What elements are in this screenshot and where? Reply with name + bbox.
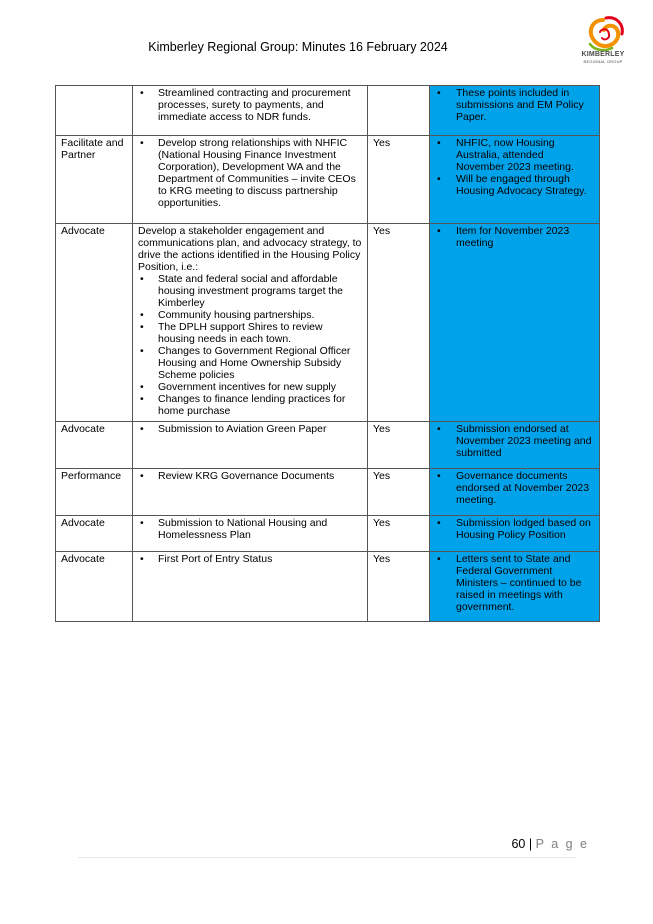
role-cell: Facilitate and Partner — [56, 136, 133, 224]
action-cell — [133, 469, 368, 516]
list-item: • Will be engaged through Housing Advocacy Strategy. — [435, 173, 594, 197]
comment-cell — [430, 422, 600, 469]
list-item: • These points included in submissions and EM Policy Paper. — [435, 87, 594, 123]
action-list — [138, 553, 362, 565]
status-cell: Yes — [368, 422, 430, 469]
action-cell — [133, 552, 368, 622]
logo-subtitle: REGIONAL GROUP — [583, 59, 623, 64]
page-label: P a g e — [535, 837, 589, 851]
list-item: • First Port of Entry Status — [138, 553, 362, 565]
action-cell — [133, 224, 368, 422]
action-intro: Develop a stakeholder engagement and communications plan, and advocacy strategy, to drive the actions identified in the Housing Policy Position, i.e.: — [138, 225, 362, 273]
action-list — [138, 273, 362, 417]
list-item: • Changes to Government Regional Officer Housing and Home Ownership Subsidy Scheme policies — [138, 345, 362, 381]
role-cell — [56, 86, 133, 136]
comment-cell — [430, 469, 600, 516]
comment-cell — [430, 224, 600, 422]
status-cell — [368, 86, 430, 136]
list-item: • Streamlined contracting and procurement processes, surety to payments, and immediate access to NDR funds. — [138, 87, 362, 123]
footer-divider — [78, 857, 576, 858]
comment-cell — [430, 86, 600, 136]
action-cell — [133, 136, 368, 224]
action-cell — [133, 86, 368, 136]
action-list — [138, 517, 362, 541]
action-cell — [133, 422, 368, 469]
page-footer — [511, 837, 589, 851]
action-list — [138, 87, 362, 123]
list-item: • Governance documents endorsed at November 2023 meeting. — [435, 470, 594, 506]
list-item: • Changes to finance lending practices for home purchase — [138, 393, 362, 417]
table-row — [56, 86, 600, 136]
role-cell: Performance — [56, 469, 133, 516]
role-cell: Advocate — [56, 552, 133, 622]
page-separator: | — [528, 837, 533, 851]
list-item: • Government incentives for new supply — [138, 381, 362, 393]
table-row — [56, 552, 600, 622]
action-cell — [133, 516, 368, 552]
list-item: • State and federal social and affordable housing investment programs target the Kimberley — [138, 273, 362, 309]
list-item: • Letters sent to State and Federal Government Ministers – continued to be raised in meetings with government. — [435, 553, 594, 613]
list-item: • NHFIC, now Housing Australia, attended November 2023 meeting. — [435, 137, 594, 173]
kimberley-swirl-icon — [576, 14, 630, 54]
list-item: • Community housing partnerships. — [138, 309, 362, 321]
table-row — [56, 136, 600, 224]
document-header-title: Kimberley Regional Group: Minutes 16 February 2024 — [148, 40, 448, 54]
actions-table — [55, 85, 600, 622]
table-row — [56, 422, 600, 469]
role-cell: Advocate — [56, 516, 133, 552]
comment-list — [435, 87, 594, 123]
comment-list — [435, 225, 594, 249]
action-list — [138, 423, 362, 435]
list-item: • Develop strong relationships with NHFIC (National Housing Finance Investment Corporation), Development WA and the Department of Communities – invite CEOs to KRG meeting to discuss partnership opportunities. — [138, 137, 362, 209]
list-item: • Review KRG Governance Documents — [138, 470, 362, 482]
action-list — [138, 470, 362, 482]
status-cell: Yes — [368, 516, 430, 552]
list-item: • The DPLH support Shires to review housing needs in each town. — [138, 321, 362, 345]
status-cell: Yes — [368, 469, 430, 516]
list-item: • Submission to Aviation Green Paper — [138, 423, 362, 435]
status-cell: Yes — [368, 552, 430, 622]
comment-cell — [430, 552, 600, 622]
comment-list — [435, 423, 594, 459]
comment-cell — [430, 516, 600, 552]
status-cell: Yes — [368, 136, 430, 224]
action-list — [138, 137, 362, 209]
list-item: • Submission to National Housing and Homelessness Plan — [138, 517, 362, 541]
logo-wordmark: KIMBERLEY — [581, 51, 625, 58]
page-number: 60 — [511, 837, 526, 851]
list-item: • Submission endorsed at November 2023 meeting and submitted — [435, 423, 594, 459]
role-cell: Advocate — [56, 224, 133, 422]
comment-list — [435, 137, 594, 197]
list-item: • Submission lodged based on Housing Policy Position — [435, 517, 594, 541]
table-row — [56, 224, 600, 422]
table-row — [56, 516, 600, 552]
comment-list — [435, 517, 594, 541]
role-cell: Advocate — [56, 422, 133, 469]
comment-list — [435, 553, 594, 613]
comment-cell — [430, 136, 600, 224]
table-row — [56, 469, 600, 516]
list-item: • Item for November 2023 meeting — [435, 225, 594, 249]
status-cell: Yes — [368, 224, 430, 422]
comment-list — [435, 470, 594, 506]
kimberley-logo — [576, 14, 630, 72]
